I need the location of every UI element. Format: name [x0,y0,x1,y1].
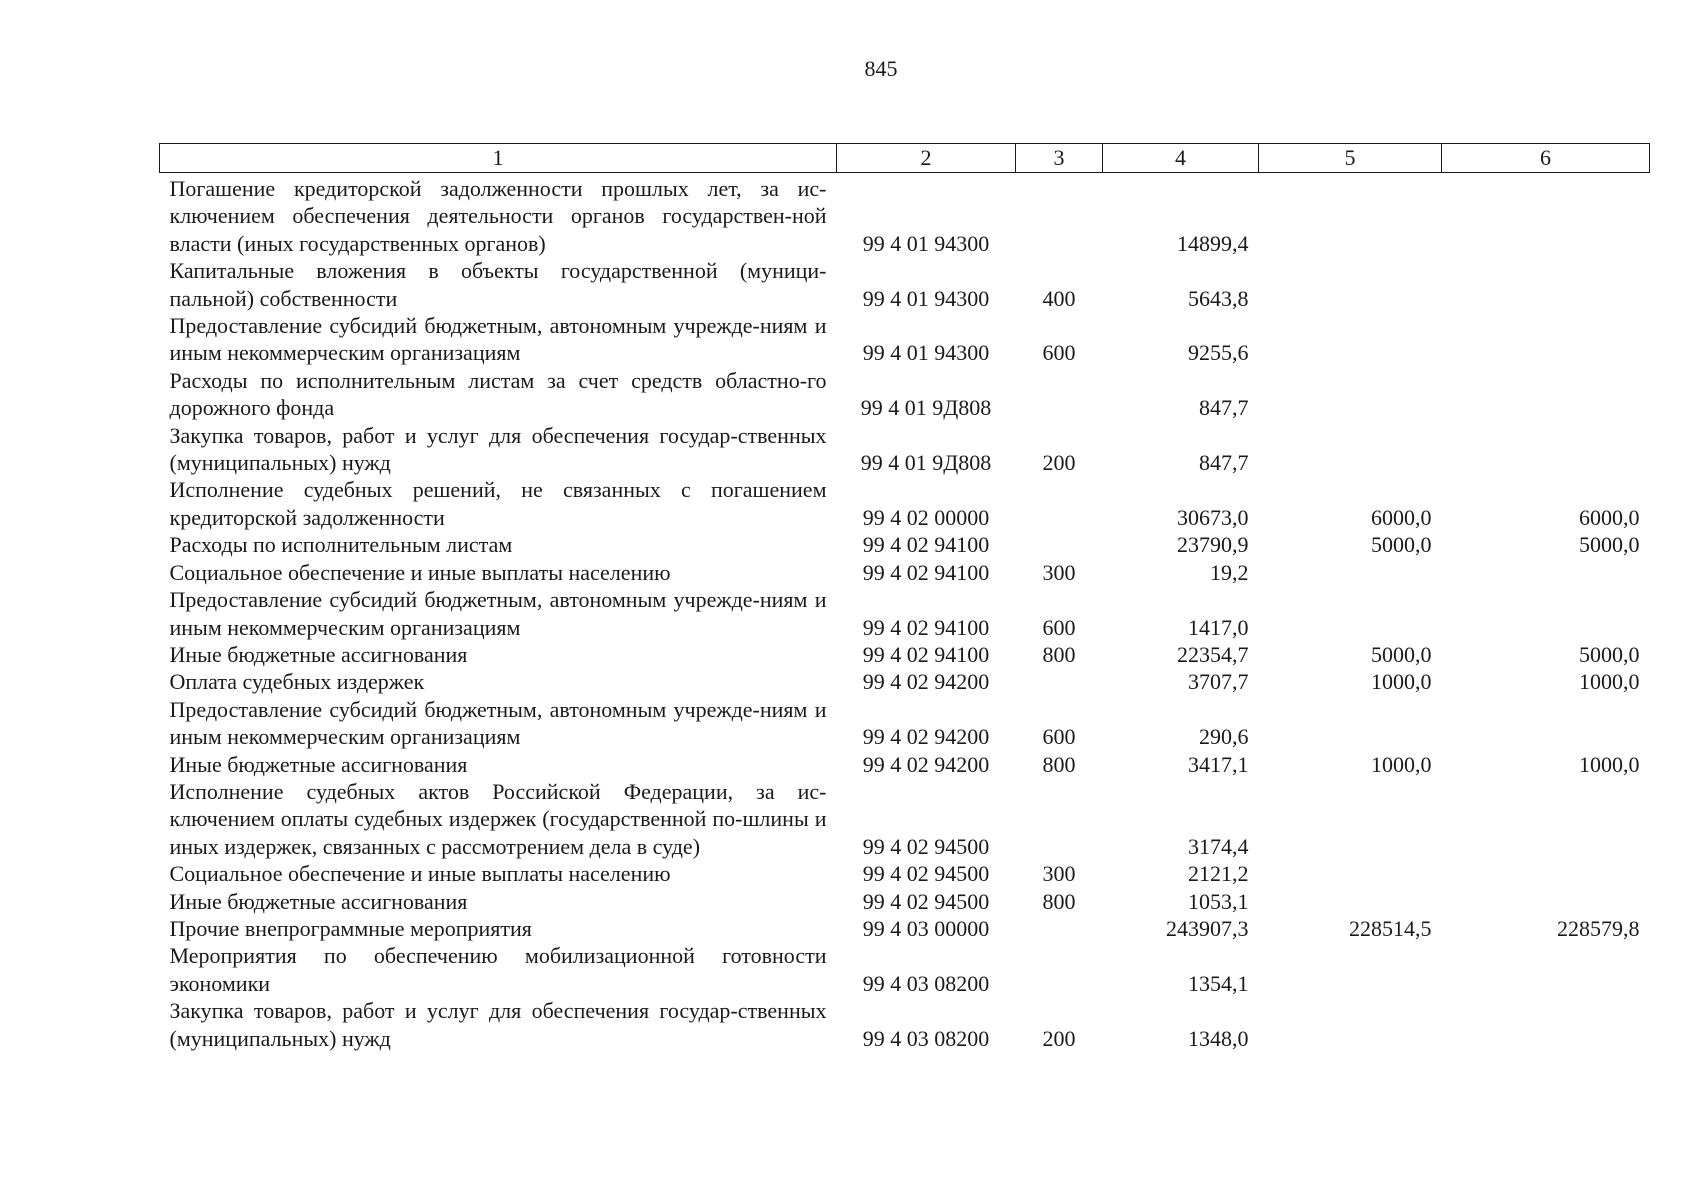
cell-amount-col5: 1000,0 [1371,669,1432,695]
cell-amount-col5 [1259,888,1442,915]
cell-amount-col4: 1053,1 [1188,888,1249,914]
cell-amount-col5 [1259,173,1442,258]
cell-amount-col5 [1259,586,1442,641]
cell-expense-type: 800 [1042,641,1076,667]
cell-name: Оплата судебных издержек [169,669,425,695]
cell-amount-col4: 3417,1 [1188,751,1249,777]
cell-amount-col4: 1348,0 [1188,1025,1249,1051]
cell-expense-type [1016,367,1103,422]
cell-amount-col6: 5000,0 [1579,641,1640,667]
cell-amount-col6: 5000,0 [1579,532,1640,558]
cell-amount-col6 [1442,586,1650,641]
cell-name: Закупка товаров, работ и услуг для обеспечения государ-ственных (муниципальных) нужд [169,422,827,476]
cell-amount-col6 [1442,422,1650,477]
table-row [160,696,1650,751]
cell-amount-col5: 6000,0 [1371,504,1432,530]
cell-expense-type: 300 [1042,861,1076,887]
cell-amount-col4: 847,7 [1199,450,1249,476]
cell-amount-col6: 1000,0 [1579,751,1640,777]
cell-target-code: 99 4 01 94300 [862,230,990,256]
cell-amount-col6 [1442,942,1650,997]
cell-name: Расходы по исполнительным листам за счет средств областно-го дорожного фонда [169,367,827,421]
cell-expense-type: 400 [1042,285,1076,311]
cell-amount-col5 [1259,997,1442,1052]
table-row [160,888,1650,915]
cell-target-code: 99 4 02 94100 [862,641,990,667]
cell-target-code: 99 4 03 00000 [862,915,990,941]
cell-name: Исполнение судебных актов Российской Федерации, за ис-ключением оплаты судебных издержек (государственной по-шлины и иных издержек, связанных с рассмотрением дела в суде) [169,778,827,859]
cell-amount-col4: 3707,7 [1188,669,1249,695]
table-row [160,257,1650,312]
cell-amount-col5: 228514,5 [1349,915,1432,941]
cell-target-code: 99 4 02 94200 [862,669,990,695]
cell-name: Социальное обеспечение и иные выплаты населению [169,861,671,887]
cell-name: Иные бюджетные ассигнования [169,641,468,667]
table-row [160,173,1650,258]
cell-target-code: 99 4 01 9Д808 [860,450,992,476]
cell-amount-col6 [1442,860,1650,887]
table-row [160,531,1650,558]
cell-amount-col4: 1417,0 [1188,614,1249,640]
cell-amount-col5: 5000,0 [1371,532,1432,558]
cell-target-code: 99 4 03 08200 [862,1025,990,1051]
table-row [160,559,1650,586]
cell-name: Прочие внепрограммные мероприятия [169,915,532,941]
table-row [160,668,1650,695]
budget-table [159,143,1650,1052]
cell-expense-type: 800 [1042,751,1076,777]
cell-amount-col6 [1442,997,1650,1052]
table-row [160,915,1650,942]
cell-amount-col4: 9255,6 [1188,340,1249,366]
cell-amount-col4: 1354,1 [1188,970,1249,996]
cell-amount-col4: 290,6 [1199,724,1249,750]
cell-target-code: 99 4 02 94100 [862,532,990,558]
cell-expense-type: 300 [1042,559,1076,585]
cell-target-code: 99 4 02 00000 [862,504,990,530]
cell-target-code: 99 4 01 94300 [862,285,990,311]
cell-amount-col6: 1000,0 [1579,669,1640,695]
cell-amount-col6: 6000,0 [1579,504,1640,530]
cell-amount-col6 [1442,559,1650,586]
table-row [160,641,1650,668]
cell-amount-col4: 847,7 [1199,395,1249,421]
cell-target-code: 99 4 02 94500 [862,861,990,887]
cell-expense-type [1016,915,1103,942]
cell-amount-col5: 1000,0 [1371,751,1432,777]
table-row [160,586,1650,641]
table-row [160,312,1650,367]
cell-name: Расходы по исполнительным листам [169,532,513,558]
cell-expense-type: 800 [1042,888,1076,914]
cell-amount-col5 [1259,312,1442,367]
cell-amount-col4: 22354,7 [1177,641,1249,667]
cell-target-code: 99 4 02 94200 [862,724,990,750]
cell-amount-col5 [1259,367,1442,422]
cell-expense-type [1016,476,1103,531]
cell-amount-col4: 30673,0 [1177,504,1249,530]
cell-amount-col4: 2121,2 [1188,861,1249,887]
table-row [160,997,1650,1052]
cell-expense-type: 200 [1042,1025,1076,1051]
cell-expense-type [1016,531,1103,558]
cell-amount-col5 [1259,696,1442,751]
table-body [160,173,1650,1053]
cell-target-code: 99 4 02 94200 [862,751,990,777]
cell-expense-type [1016,942,1103,997]
column-number-row [160,144,1650,173]
cell-amount-col5 [1259,559,1442,586]
cell-amount-col5 [1259,942,1442,997]
cell-target-code: 99 4 02 94100 [862,559,990,585]
cell-expense-type: 600 [1042,340,1076,366]
table-row [160,778,1650,860]
column-header-2: 2 [837,144,1016,173]
page-number: 845 [864,56,898,81]
cell-amount-col6 [1442,696,1650,751]
cell-amount-col6: 228579,8 [1557,915,1640,941]
column-header-6: 6 [1442,144,1650,173]
cell-name: Капитальные вложения в объекты государственной (муници-пальной) собственности [169,258,827,311]
column-header-3: 3 [1016,144,1103,173]
cell-amount-col4: 5643,8 [1188,285,1249,311]
cell-amount-col6 [1442,888,1650,915]
cell-name: Предоставление субсидий бюджетным, автономным учрежде-ниям и иным некоммерческим организациям [169,313,827,366]
cell-expense-type: 600 [1042,724,1076,750]
cell-name: Иные бюджетные ассигнования [169,751,468,777]
table-row [160,476,1650,531]
cell-target-code: 99 4 02 94100 [862,614,990,640]
column-header-1: 1 [160,144,837,173]
cell-target-code: 99 4 03 08200 [862,970,990,996]
cell-amount-col4: 3174,4 [1188,833,1249,859]
cell-amount-col5 [1259,778,1442,860]
table-row [160,751,1650,778]
cell-amount-col6 [1442,778,1650,860]
cell-expense-type: 600 [1042,614,1076,640]
cell-amount-col4: 14899,4 [1177,230,1249,256]
cell-target-code: 99 4 02 94500 [862,888,990,914]
column-header-5: 5 [1259,144,1442,173]
cell-name: Предоставление субсидий бюджетным, автономным учрежде-ниям и иным некоммерческим организациям [169,696,827,750]
cell-amount-col6 [1442,367,1650,422]
table-row [160,367,1650,422]
cell-target-code: 99 4 01 94300 [862,340,990,366]
cell-amount-col6 [1442,173,1650,258]
cell-amount-col4: 23790,9 [1177,532,1249,558]
cell-name: Погашение кредиторской задолженности прошлых лет, за ис-ключением обеспечения деятельности органов государствен-ной власти (иных государственных органов) [169,176,827,256]
cell-amount-col5 [1259,422,1442,477]
cell-expense-type [1016,173,1103,258]
cell-amount-col5: 5000,0 [1371,641,1432,667]
cell-expense-type: 200 [1042,450,1076,476]
cell-amount-col5 [1259,257,1442,312]
table-header [160,144,1650,173]
cell-expense-type [1016,778,1103,860]
table-row [160,942,1650,997]
table-row [160,860,1650,887]
cell-amount-col4: 243907,3 [1166,915,1249,941]
table-row [160,422,1650,477]
column-header-4: 4 [1103,144,1259,173]
cell-name: Закупка товаров, работ и услуг для обеспечения государ-ственных (муниципальных) нужд [169,998,827,1051]
cell-target-code: 99 4 01 9Д808 [860,395,992,421]
cell-name: Социальное обеспечение и иные выплаты населению [169,559,671,585]
cell-name: Исполнение судебных решений, не связанных с погашением кредиторской задолженности [169,477,827,530]
cell-target-code: 99 4 02 94500 [862,833,990,859]
cell-amount-col4: 19,2 [1210,559,1249,585]
cell-name: Предоставление субсидий бюджетным, автономным учрежде-ниям и иным некоммерческим организациям [169,587,827,640]
cell-name: Мероприятия по обеспечению мобилизационной готовности экономики [169,943,827,996]
cell-name: Иные бюджетные ассигнования [169,888,468,914]
cell-amount-col6 [1442,312,1650,367]
cell-amount-col6 [1442,257,1650,312]
cell-amount-col5 [1259,860,1442,887]
cell-expense-type [1016,668,1103,695]
